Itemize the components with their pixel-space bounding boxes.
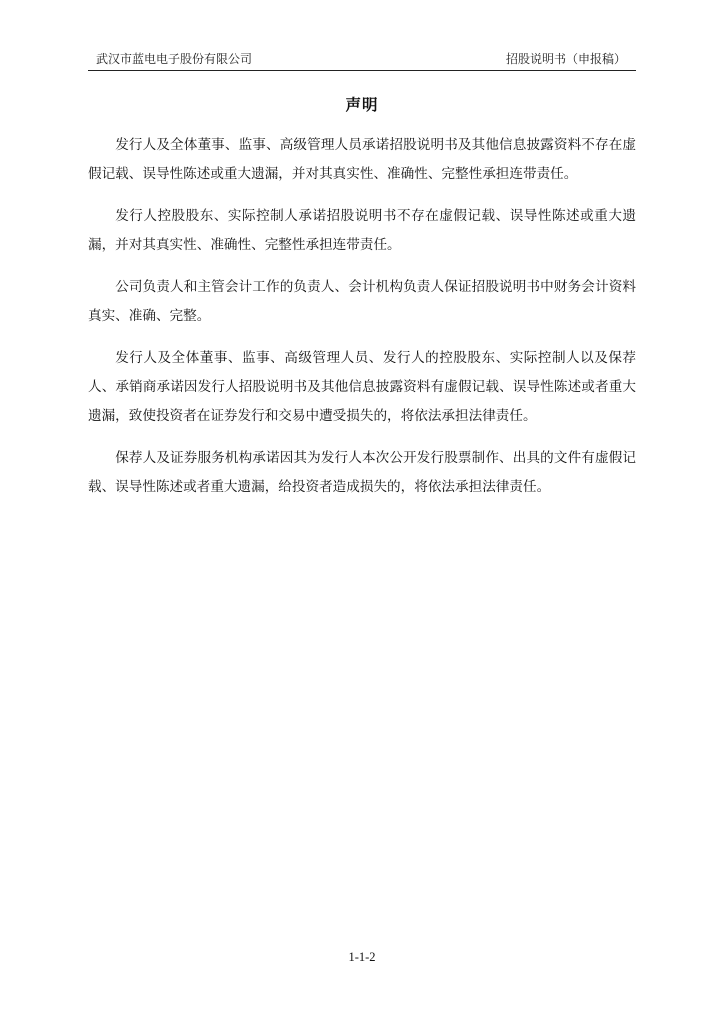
paragraph-service-institutions: 保荐人及证券服务机构承诺因其为发行人本次公开发行股票制作、出具的文件有虚假记载、误导性陈述或者重大遗漏，给投资者造成损失的，将依法承担法律责任。 [88, 450, 636, 495]
paragraph-controlling-shareholder: 发行人控股股东、实际控制人承诺招股说明书不存在虚假记载、误导性陈述或重大遗漏，并对其真实性、准确性、完整性承担连带责任。 [88, 208, 636, 253]
page-header [88, 50, 636, 71]
header-company-name: 武汉市蓝电电子股份有限公司 [96, 52, 253, 66]
header-document-type: 招股说明书（申报稿） [505, 52, 626, 66]
paragraph-issuer-directors: 发行人及全体董事、监事、高级管理人员承诺招股说明书及其他信息披露资料不存在虚假记载、误导性陈述或重大遗漏，并对其真实性、准确性、完整性承担连带责任。 [88, 137, 636, 182]
paragraph-accounting-heads: 公司负责人和主管会计工作的负责人、会计机构负责人保证招股说明书中财务会计资料真实、准确、完整。 [88, 279, 636, 324]
page-number: 1-1-2 [348, 950, 376, 964]
page-title: 声明 [345, 96, 379, 114]
paragraph-sponsor-underwriter: 发行人及全体董事、监事、高级管理人员、发行人的控股股东、实际控制人以及保荐人、承销商承诺因发行人招股说明书及其他信息披露资料有虚假记载、误导性陈述或者重大遗漏，致使投资者在证券发行和交易中遭受损失的，将依法承担法律责任。 [88, 350, 636, 424]
declaration-body [88, 131, 636, 515]
